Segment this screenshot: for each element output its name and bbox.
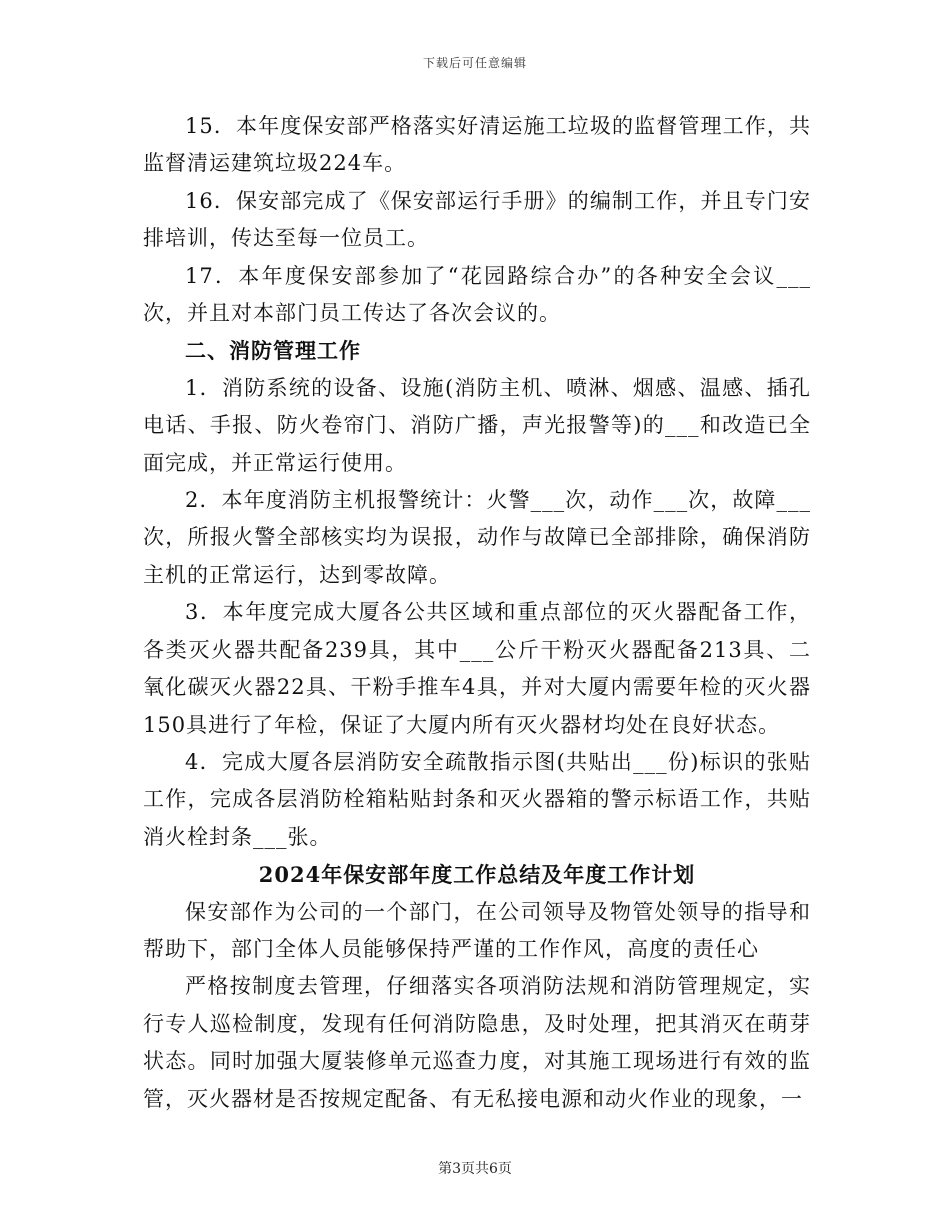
- paragraph-intro: 保安部作为公司的一个部门，在公司领导及物管处领导的指导和帮助下，部门全体人员能够保持严谨的工作作风，高度的责任心: [143, 899, 811, 961]
- paragraph-item-17: 17．本年度保安部参加了“花园路综合办”的各种安全会议___次，并且对本部门员工传达了各次会议的。: [143, 263, 811, 326]
- page-header: 下载后可任意编辑: [422, 56, 527, 70]
- document-title: 2024年保安部年度工作总结及年度工作计划: [258, 862, 696, 888]
- paragraph-item-16: 16．保安部完成了《保安部运行手册》的编制工作，并且专门安排培训，传达至每一位员工。: [143, 188, 811, 251]
- document-body: [143, 108, 811, 1118]
- section-heading: 二、消防管理工作: [185, 338, 361, 364]
- paragraph-fire-item-4: 4．完成大厦各层消防安全疏散指示图(共贴出___份)标识的张贴工作，完成各层消防栓箱粘贴封条和灭火器箱的警示标语工作，共贴消火栓封条___张。: [143, 749, 811, 849]
- paragraph-fire-item-1: 1．消防系统的设备、设施(消防主机、喷淋、烟感、温感、插孔电话、手报、防火卷帘门、消防广播，声光报警等)的___和改造已全面完成，并正常运行使用。: [143, 375, 811, 475]
- page-number: 第3页共6页: [438, 1161, 512, 1177]
- paragraph-management: 严格按制度去管理，仔细落实各项消防法规和消防管理规定，实行专人巡检制度，发现有任何消防隐患，及时处理，把其消灭在萌芽状态。同时加强大厦装修单元巡查力度，对其施工现场进行有效的监管，灭火器材是否按规定配备、有无私接电源和动火作业的现象，一: [143, 974, 811, 1111]
- paragraph-item-15: 15．本年度保安部严格落实好清运施工垃圾的监督管理工作，共监督清运建筑垃圾224车。: [143, 114, 811, 176]
- paragraph-fire-item-3: 3．本年度完成大厦各公共区域和重点部位的灭火器配备工作，各类灭火器共配备239具，其中___公斤干粉灭火器配备213具、二氧化碳灭火器22具、干粉手推车4具，并对大厦内需要年检的灭火器150具进行了年检，保证了大厦内所有灭火器材均处在良好状态。: [143, 600, 811, 737]
- paragraph-fire-item-2: 2．本年度消防主机报警统计：火警___次，动作___次，故障___次，所报火警全部核实均为误报，动作与故障已全部排除，确保消防主机的正常运行，达到零故障。: [143, 488, 811, 587]
